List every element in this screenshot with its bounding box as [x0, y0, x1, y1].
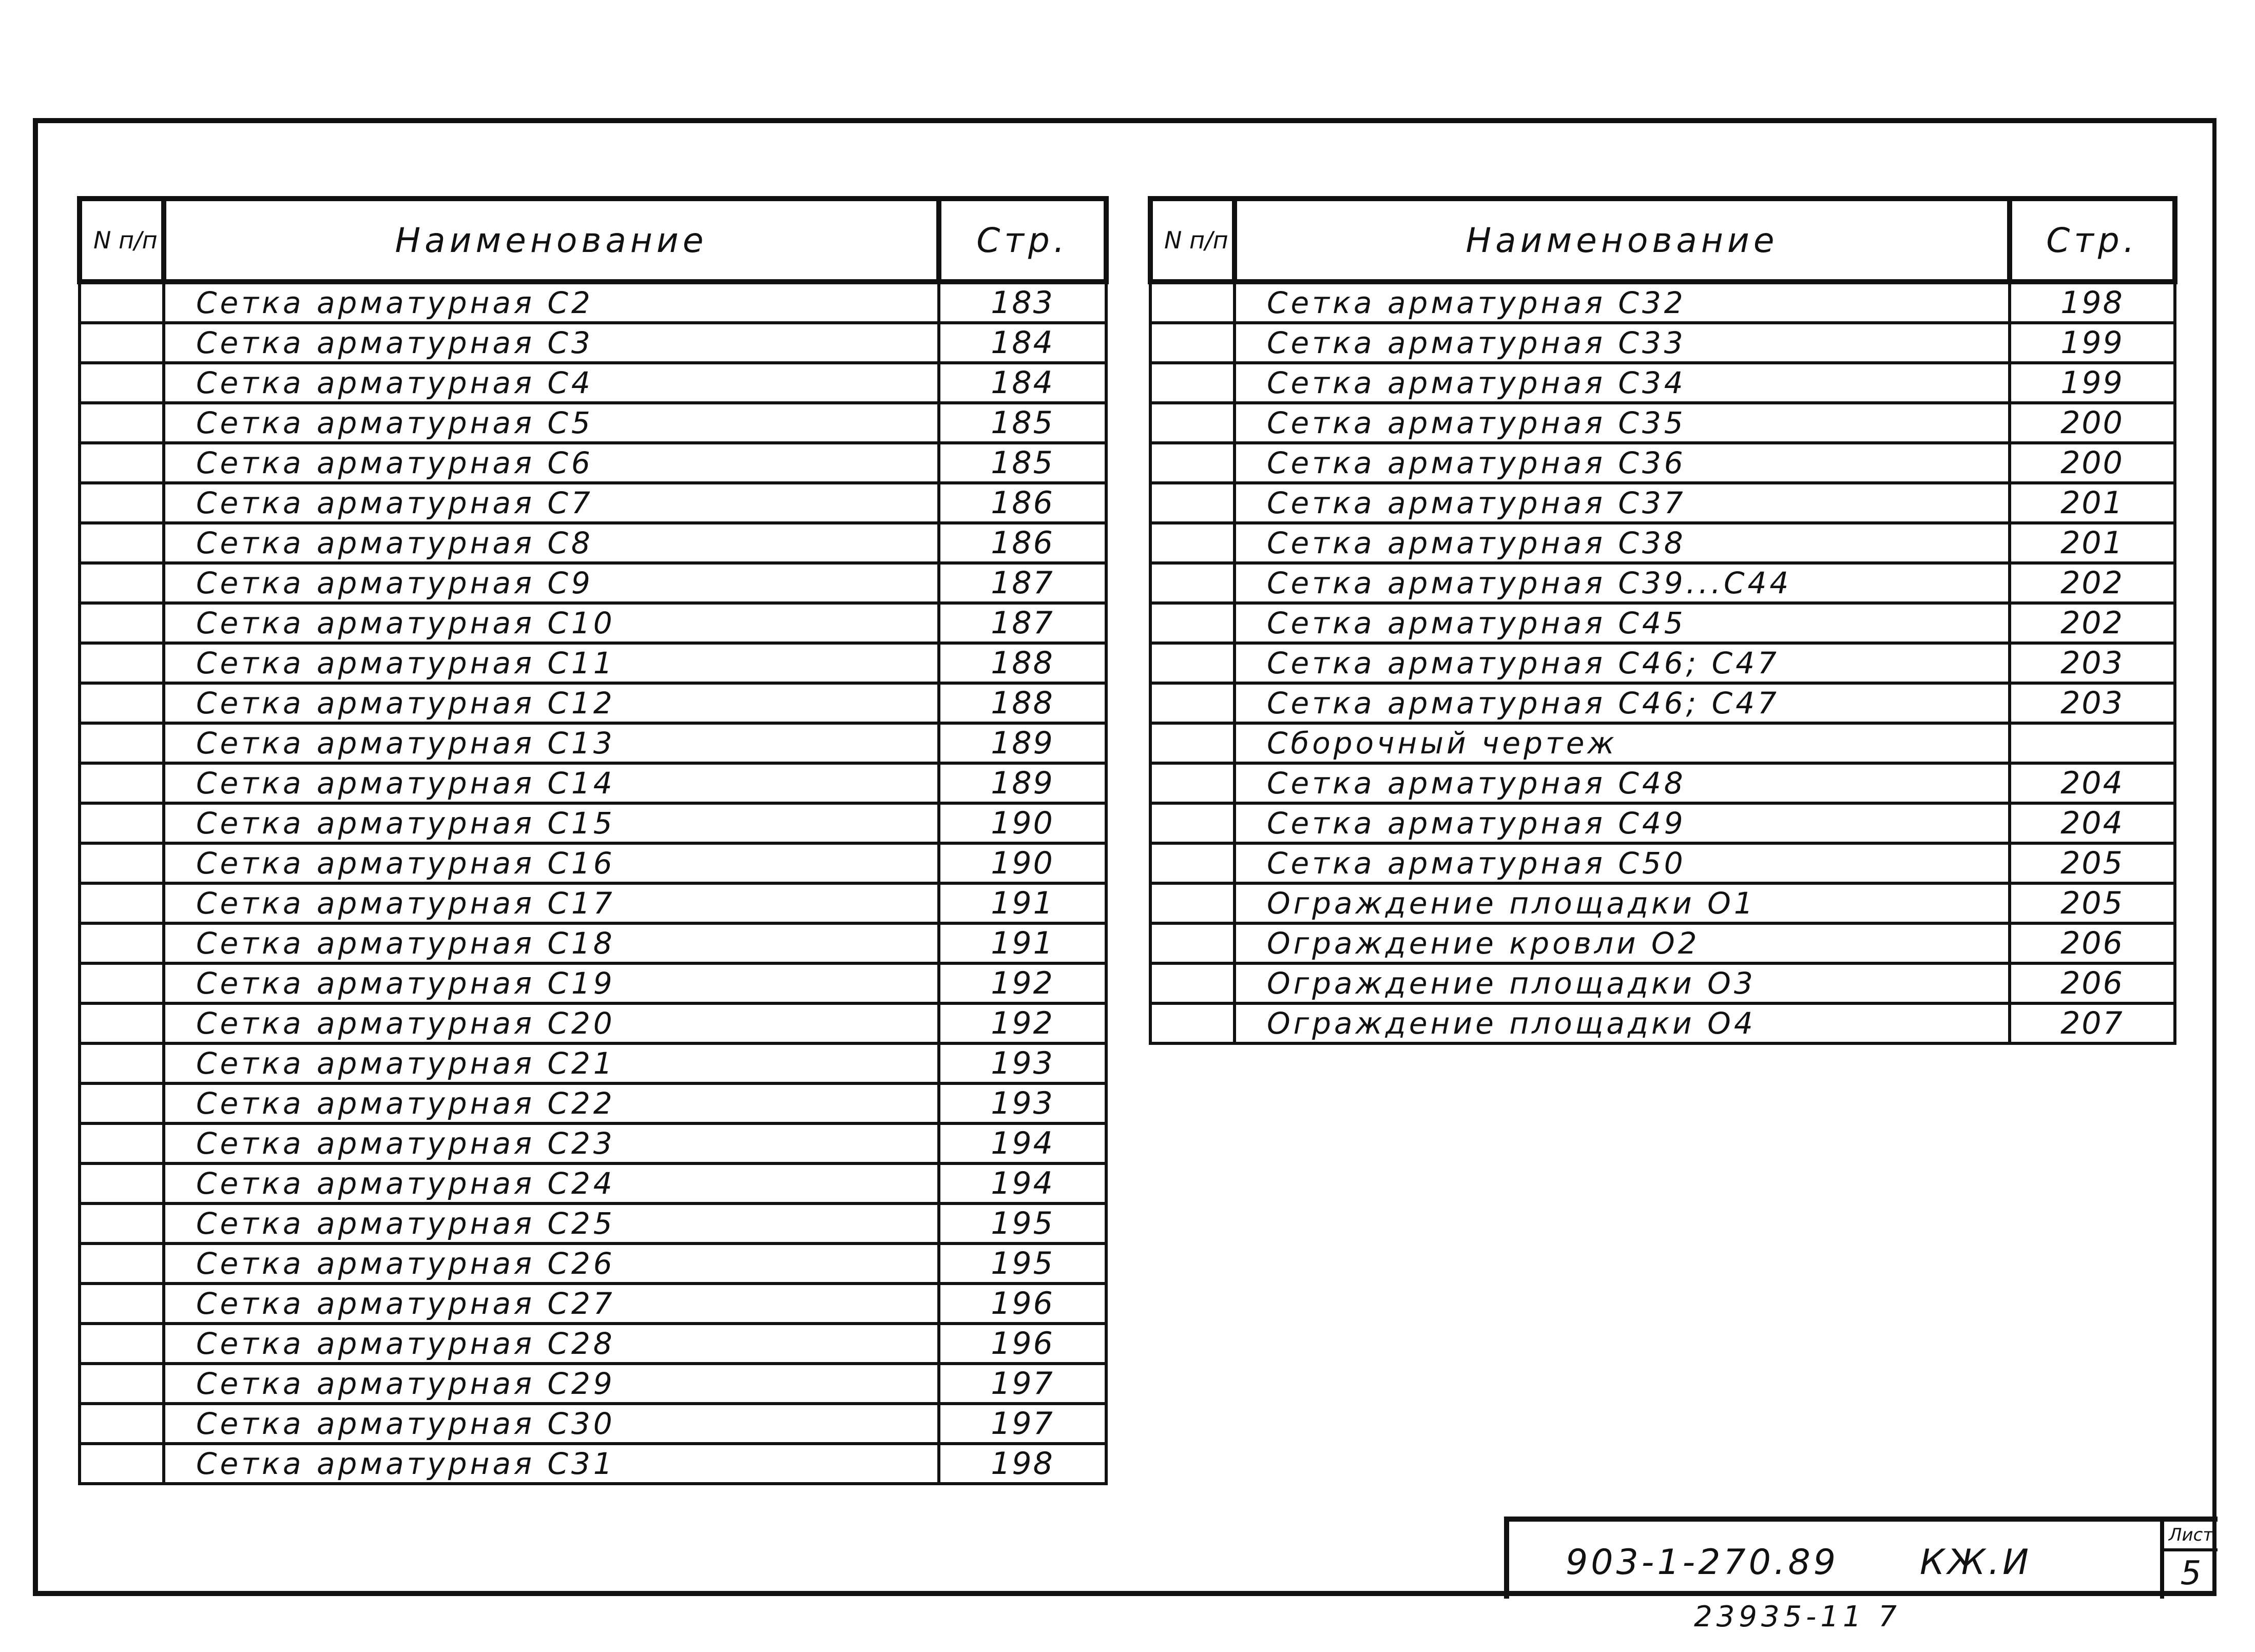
row-number-cell [80, 843, 164, 883]
table-row [1150, 323, 2175, 363]
row-name: Сетка арматурная С9 [164, 563, 939, 603]
row-number-cell [1150, 923, 1235, 963]
row-page: 186 [939, 483, 1106, 523]
table-row [80, 1203, 1106, 1243]
row-name: Ограждение площадки О1 [1235, 883, 2010, 923]
row-name: Сетка арматурная С23 [164, 1123, 939, 1163]
table-row [1150, 1003, 2175, 1043]
row-page: 196 [939, 1324, 1106, 1364]
index-table-left [77, 196, 1109, 1485]
row-page: 198 [939, 1444, 1106, 1484]
row-page: 196 [939, 1284, 1106, 1324]
sheet-box [2160, 1522, 2218, 1599]
row-number-cell [1150, 282, 1235, 323]
table-row [80, 282, 1106, 323]
row-number-cell [80, 1243, 164, 1284]
row-page: 203 [2010, 643, 2175, 683]
row-page: 191 [939, 883, 1106, 923]
row-number-cell [80, 963, 164, 1003]
row-page: 206 [2010, 963, 2175, 1003]
row-name: Сетка арматурная С25 [164, 1203, 939, 1243]
row-page: 191 [939, 923, 1106, 963]
table-row [1150, 683, 2175, 723]
table-row [80, 1444, 1106, 1484]
table-row [1150, 923, 2175, 963]
row-name: Сетка арматурная С7 [164, 483, 939, 523]
row-name: Сетка арматурная С32 [1235, 282, 2010, 323]
row-name: Сетка арматурная С49 [1235, 803, 2010, 843]
row-name: Сетка арматурная С24 [164, 1163, 939, 1203]
row-name: Сетка арматурная С6 [164, 443, 939, 483]
row-number-cell [1150, 1003, 1235, 1043]
row-number-cell [80, 1003, 164, 1043]
row-number-cell [80, 323, 164, 363]
row-number-cell [80, 1444, 164, 1484]
table-row [80, 1284, 1106, 1324]
row-number-cell [1150, 643, 1235, 683]
index-table-right [1148, 196, 2177, 1045]
table-body-left [80, 282, 1106, 1484]
row-name: Сетка арматурная С17 [164, 883, 939, 923]
row-number-cell [80, 1123, 164, 1163]
row-page: 188 [939, 643, 1106, 683]
table-row [80, 403, 1106, 443]
row-number-cell [1150, 483, 1235, 523]
row-name: Сетка арматурная С19 [164, 963, 939, 1003]
row-name: Сетка арматурная С21 [164, 1043, 939, 1083]
row-name: Сетка арматурная С35 [1235, 403, 2010, 443]
row-name: Сетка арматурная С34 [1235, 363, 2010, 403]
row-page: 197 [939, 1364, 1106, 1404]
table-row [80, 1404, 1106, 1444]
row-name: Сетка арматурная С29 [164, 1364, 939, 1404]
row-number-cell [1150, 683, 1235, 723]
row-number-cell [1150, 523, 1235, 563]
row-page: 185 [939, 403, 1106, 443]
table-row [1150, 363, 2175, 403]
row-page: 187 [939, 563, 1106, 603]
row-name: Сетка арматурная С16 [164, 843, 939, 883]
table-row [1150, 803, 2175, 843]
table-row [80, 723, 1106, 763]
row-name: Сетка арматурная С46; С47 [1235, 643, 2010, 683]
row-number-cell [1150, 403, 1235, 443]
row-page: 189 [939, 763, 1106, 803]
sheet-label: Лист [2164, 1522, 2218, 1551]
row-name: Сетка арматурная С38 [1235, 523, 2010, 563]
header-name: Наименование [164, 199, 939, 282]
table-row [1150, 963, 2175, 1003]
row-name: Сетка арматурная С22 [164, 1083, 939, 1123]
row-name: Сетка арматурная С15 [164, 803, 939, 843]
table-row [80, 1083, 1106, 1123]
row-page: 199 [2010, 363, 2175, 403]
table-row [80, 843, 1106, 883]
row-number-cell [80, 403, 164, 443]
table-row [80, 1123, 1106, 1163]
row-number-cell [80, 483, 164, 523]
row-number-cell [1150, 563, 1235, 603]
row-name: Сетка арматурная С12 [164, 683, 939, 723]
table-row [80, 323, 1106, 363]
row-number-cell [1150, 363, 1235, 403]
row-page: 201 [2010, 483, 2175, 523]
row-name: Сетка арматурная С14 [164, 763, 939, 803]
row-page: 189 [939, 723, 1106, 763]
row-page: 190 [939, 843, 1106, 883]
row-number-cell [80, 763, 164, 803]
row-name: Ограждение площадки О4 [1235, 1003, 2010, 1043]
row-number-cell [80, 683, 164, 723]
row-page: 193 [939, 1083, 1106, 1123]
row-number-cell [80, 1364, 164, 1404]
row-number-cell [80, 1284, 164, 1324]
table-row [80, 963, 1106, 1003]
row-number-cell [80, 1324, 164, 1364]
table-row [1150, 443, 2175, 483]
table-row [80, 1043, 1106, 1083]
table-row [1150, 282, 2175, 323]
row-number-cell [1150, 963, 1235, 1003]
row-number-cell [80, 1163, 164, 1203]
row-page: 195 [939, 1203, 1106, 1243]
table-row [80, 563, 1106, 603]
row-number-cell [80, 923, 164, 963]
row-page: 198 [2010, 282, 2175, 323]
table-row [1150, 523, 2175, 563]
row-page: 206 [2010, 923, 2175, 963]
row-page: 184 [939, 363, 1106, 403]
row-number-cell [80, 643, 164, 683]
row-number-cell [80, 723, 164, 763]
inventory-number: 23935-11 7 [1694, 1600, 1901, 1634]
row-name: Сетка арматурная С4 [164, 363, 939, 403]
row-page: 202 [2010, 603, 2175, 643]
row-number-cell [80, 1083, 164, 1123]
row-name: Сетка арматурная С13 [164, 723, 939, 763]
row-name: Сетка арматурная С27 [164, 1284, 939, 1324]
table-row [80, 603, 1106, 643]
row-page: 190 [939, 803, 1106, 843]
row-number-cell [1150, 803, 1235, 843]
table-row [80, 643, 1106, 683]
row-page: 204 [2010, 763, 2175, 803]
row-page: 202 [2010, 563, 2175, 603]
table-row [1150, 403, 2175, 443]
table-row [80, 363, 1106, 403]
row-name: Сетка арматурная С26 [164, 1243, 939, 1284]
row-page: 203 [2010, 683, 2175, 723]
table-row [80, 523, 1106, 563]
row-name: Ограждение площадки О3 [1235, 963, 2010, 1003]
row-page: 193 [939, 1043, 1106, 1083]
row-name: Сетка арматурная С18 [164, 923, 939, 963]
row-number-cell [1150, 603, 1235, 643]
row-name: Сетка арматурная С2 [164, 282, 939, 323]
row-name: Сетка арматурная С45 [1235, 603, 2010, 643]
document-mark: КЖ.И [1920, 1542, 2032, 1583]
row-name: Сетка арматурная С30 [164, 1404, 939, 1444]
row-page: 195 [939, 1243, 1106, 1284]
row-name: Сетка арматурная С37 [1235, 483, 2010, 523]
table-row [80, 883, 1106, 923]
row-name: Сетка арматурная С50 [1235, 843, 2010, 883]
row-page: 187 [939, 603, 1106, 643]
table-row [80, 1324, 1106, 1364]
row-name: Ограждение кровли О2 [1235, 923, 2010, 963]
row-page: 205 [2010, 843, 2175, 883]
row-number-cell [1150, 883, 1235, 923]
table-row [80, 443, 1106, 483]
row-name: Сетка арматурная С10 [164, 603, 939, 643]
table-row [80, 1003, 1106, 1043]
row-page: 188 [939, 683, 1106, 723]
row-number-cell [80, 563, 164, 603]
row-name: Сетка арматурная С5 [164, 403, 939, 443]
row-number-cell [80, 282, 164, 323]
table-row [80, 683, 1106, 723]
row-page: 192 [939, 1003, 1106, 1043]
row-page: 204 [2010, 803, 2175, 843]
table-row [80, 1243, 1106, 1284]
row-number-cell [80, 523, 164, 563]
row-page: 197 [939, 1404, 1106, 1444]
row-number-cell [80, 443, 164, 483]
row-name: Сетка арматурная С20 [164, 1003, 939, 1043]
row-page: 192 [939, 963, 1106, 1003]
row-number-cell [80, 1404, 164, 1444]
row-page: 200 [2010, 443, 2175, 483]
sheet-number: 5 [2180, 1554, 2202, 1592]
row-name: Сетка арматурная С3 [164, 323, 939, 363]
row-number-cell [1150, 843, 1235, 883]
row-number-cell [80, 803, 164, 843]
table-body-right [1150, 282, 2175, 1043]
table-row [80, 1163, 1106, 1203]
row-name: Сетка арматурная С8 [164, 523, 939, 563]
row-page [2010, 723, 2175, 763]
table-row [80, 803, 1106, 843]
row-number-cell [1150, 323, 1235, 363]
table-row [1150, 843, 2175, 883]
row-number-cell [1150, 443, 1235, 483]
row-name: Сетка арматурная С36 [1235, 443, 2010, 483]
table-row [1150, 643, 2175, 683]
table-row [80, 1364, 1106, 1404]
table-row [1150, 763, 2175, 803]
table-row [1150, 563, 2175, 603]
row-name: Сетка арматурная С39...С44 [1235, 563, 2010, 603]
table-row [80, 483, 1106, 523]
row-number-cell [80, 1203, 164, 1243]
row-number-cell [80, 363, 164, 403]
header-page: Стр. [2010, 199, 2175, 282]
row-page: 199 [2010, 323, 2175, 363]
table-row [80, 763, 1106, 803]
row-page: 194 [939, 1123, 1106, 1163]
table-row [1150, 483, 2175, 523]
row-name: Сетка арматурная С11 [164, 643, 939, 683]
row-number-cell [1150, 723, 1235, 763]
header-page: Стр. [939, 199, 1106, 282]
row-name: Сетка арматурная С33 [1235, 323, 2010, 363]
row-number-cell [80, 883, 164, 923]
header-name: Наименование [1235, 199, 2010, 282]
row-page: 200 [2010, 403, 2175, 443]
table-row [1150, 603, 2175, 643]
row-name: Сетка арматурная С48 [1235, 763, 2010, 803]
row-number-cell [80, 603, 164, 643]
row-page: 185 [939, 443, 1106, 483]
table-row [1150, 883, 2175, 923]
row-page: 205 [2010, 883, 2175, 923]
document-code: 903-1-270.89 [1566, 1542, 1839, 1583]
row-number-cell [1150, 763, 1235, 803]
row-name: Сетка арматурная С28 [164, 1324, 939, 1364]
table-row [1150, 723, 2175, 763]
title-block [1504, 1517, 2218, 1599]
row-page: 186 [939, 523, 1106, 563]
row-name: Сетка арматурная С46; С47 [1235, 683, 2010, 723]
row-name: Сборочный чертеж [1235, 723, 2010, 763]
header-num: N п/п [80, 199, 164, 282]
row-page: 183 [939, 282, 1106, 323]
row-page: 201 [2010, 523, 2175, 563]
table-row [80, 923, 1106, 963]
row-number-cell [80, 1043, 164, 1083]
row-page: 207 [2010, 1003, 2175, 1043]
row-name: Сетка арматурная С31 [164, 1444, 939, 1484]
header-num: N п/п [1150, 199, 1235, 282]
row-page: 184 [939, 323, 1106, 363]
row-page: 194 [939, 1163, 1106, 1203]
